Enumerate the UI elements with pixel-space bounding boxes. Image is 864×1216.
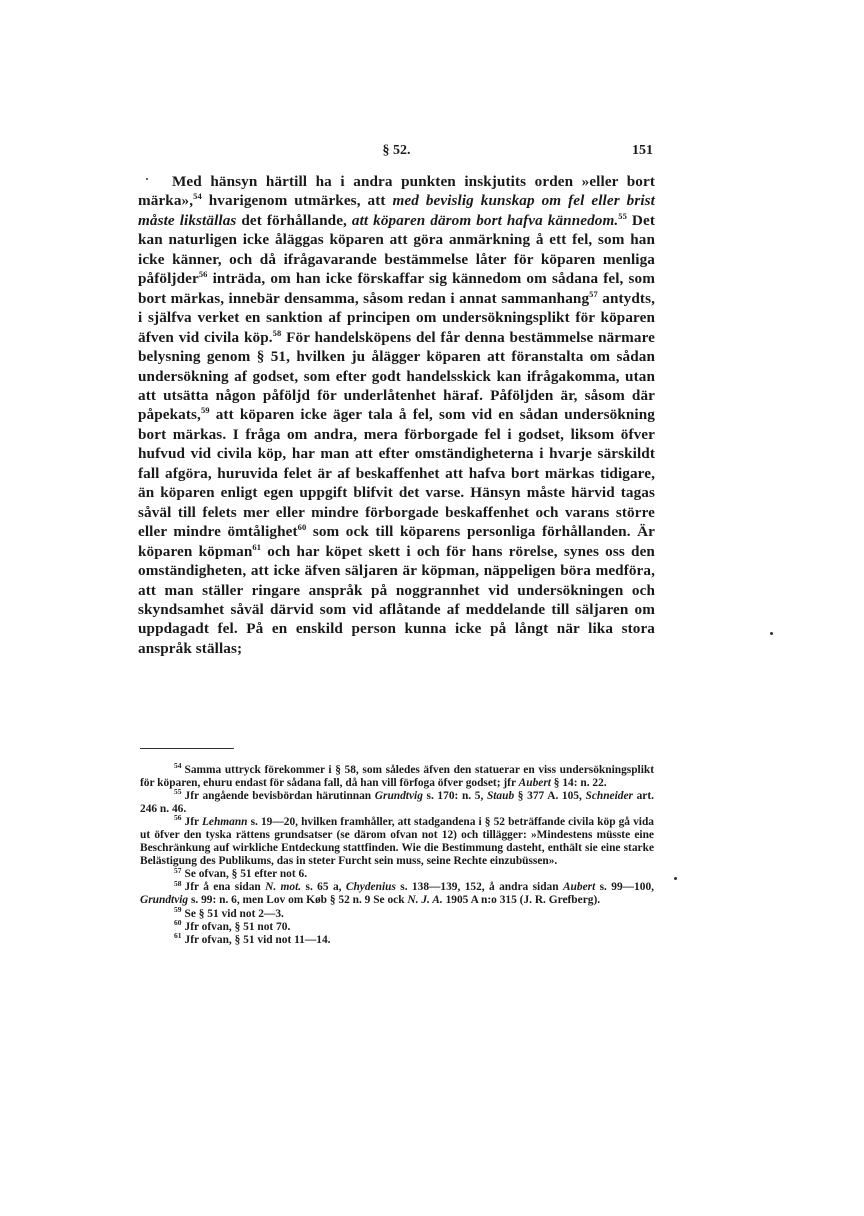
footnote-57: $^{57}$ Se ofvan, § 51 efter not 6. bbox=[174, 865, 308, 881]
footnote-54: $^{54}$ Samma uttryck förekommer i § 58, som således äfven den statuerar en viss undersökningsplikt för köparen, ehuru endast för sådana fall, då han vill förfoga öfver godset; jfr Aubert § 14: n. 22. bbox=[140, 761, 654, 790]
section-heading: § 52. bbox=[382, 143, 411, 158]
footnote-59: $^{59}$ Se § 51 vid not 2—3. bbox=[174, 904, 284, 920]
footnotes bbox=[140, 761, 654, 947]
page-number: 151 bbox=[632, 143, 653, 158]
footnote-ref[interactable]: 56 bbox=[198, 269, 208, 280]
footnote-ref[interactable]: 60 bbox=[297, 522, 307, 533]
body-paragraph: Med hänsyn härtill ha i andra punkten inskjutits orden »eller bort märka»,$^{54}$ hvarigenom utmärkes, att med bevislig kunskap om fel eller brist måste likställas det förhållande, att köparen därom bort hafva kännedom.$^{55}$ Det kan naturligen icke åläggas köparen att göra anmärkning å ett fel, som han icke känner, och då ifrågavarande bestämmelse låter för köparen menliga påföljder$^{56}$ inträda, om han icke förskaffar sig kännedom om sådana fel, som bort märkas, innebär densamma, såsom redan i annat sammanhang$^{57}$ antydts, i själfva verket en sanktion af principen om undersökningsplikt för köparen äfven vid civila köp.$^{58}$ För handelsköpens del får denna bestämmelse närmare belysning genom § 51, hvilken ju ålägger köparen att föranstalta om sådan undersökning af godset, som efter godt handelsskick kan ifrågakomma, utan att utsätta någon påföljd för underlåtenhet häraf. Påföljden är, såsom där påpekats,$^{59}$ att köparen icke äger tala å fel, som vid en sådan undersökning bort märkas. I fråga om andra, mera förborgade fel i godset, liksom öfver hufvud vid civila köp, har man att efter omständigheterna i hvarje särskildt fall afgöra, huruvida felet är af beskaffenhet att hafva bort märkas tidigare, än köparen enligt egen uppgift blifvit det varse. Hänsyn måste härvid tagas såväl till felets mer eller mindre förborgade beskaffenhet och varans större eller mindre ömtålighet$^{60}$ som ock till köparens personliga förhållanden. Är köparen köpman$^{61}$ och har köpet skett i och för hans rörelse, synes oss den omständigheten, att icke äfven säljaren är köpman, näppeligen böra medföra, att man ställer ringare anspråk på noggrannhet vid undersökningen och skyndsamhet såväl därvid som vid aflåtande af meddelande till säljaren om uppdagadt fel. På en enskild person kunna icke på långt när lika stora anspråk ställas; bbox=[138, 173, 655, 657]
footnote-ref[interactable]: 61 bbox=[252, 541, 262, 552]
page-header bbox=[138, 143, 655, 165]
footnote-ref[interactable]: 59 bbox=[200, 405, 210, 416]
footnote-divider bbox=[140, 748, 234, 749]
footnote-ref[interactable]: 57 bbox=[589, 288, 598, 299]
footnote-ref[interactable]: 55 bbox=[618, 210, 627, 221]
footnote-55: $^{55}$ Jfr angående bevisbördan härutinnan Grundtvig s. 170: n. 5, Staub § 377 A. 105, Schneider art. 246 n. 46. bbox=[140, 787, 654, 816]
footnote-60: $^{60}$ Jfr ofvan, § 51 not 70. bbox=[174, 917, 291, 933]
main-text bbox=[138, 172, 655, 658]
specks bbox=[770, 632, 773, 635]
footnote-ref[interactable]: 54 bbox=[193, 191, 202, 202]
specks bbox=[674, 877, 677, 880]
footnote-56: $^{56}$ Jfr Lehmann s. 19—20, hvilken framhåller, att stadgandena i § 52 beträffande civila köp gå vida ut öfver den tyska rättens grundsatser (se därom ofvan not 12) och tillägger: »Mindestens müsste eine Beschränkung auf wirkliche Entdeckung stattfinden. Wie die Bestimmung dasteht, enthält sie eine starke Belästigung des Publikums, das in steter Furcht sein muss, seine Rechte einzubüssen». bbox=[140, 813, 654, 868]
footnote-ref[interactable]: 58 bbox=[272, 327, 282, 338]
footnote-61: $^{61}$ Jfr ofvan, § 51 vid not 11—14. bbox=[174, 930, 331, 946]
specks bbox=[146, 178, 148, 180]
footnote-58: $^{58}$ Jfr å ena sidan N. mot. s. 65 a, Chydenius s. 138—139, 152, å andra sidan Aubert s. 99—100, Grundtvig s. 99: n. 6, men Lov om Køb § 52 n. 9 Se ock N. J. A. 1905 A n:o 315 (J. R. Grefberg). bbox=[140, 878, 654, 907]
